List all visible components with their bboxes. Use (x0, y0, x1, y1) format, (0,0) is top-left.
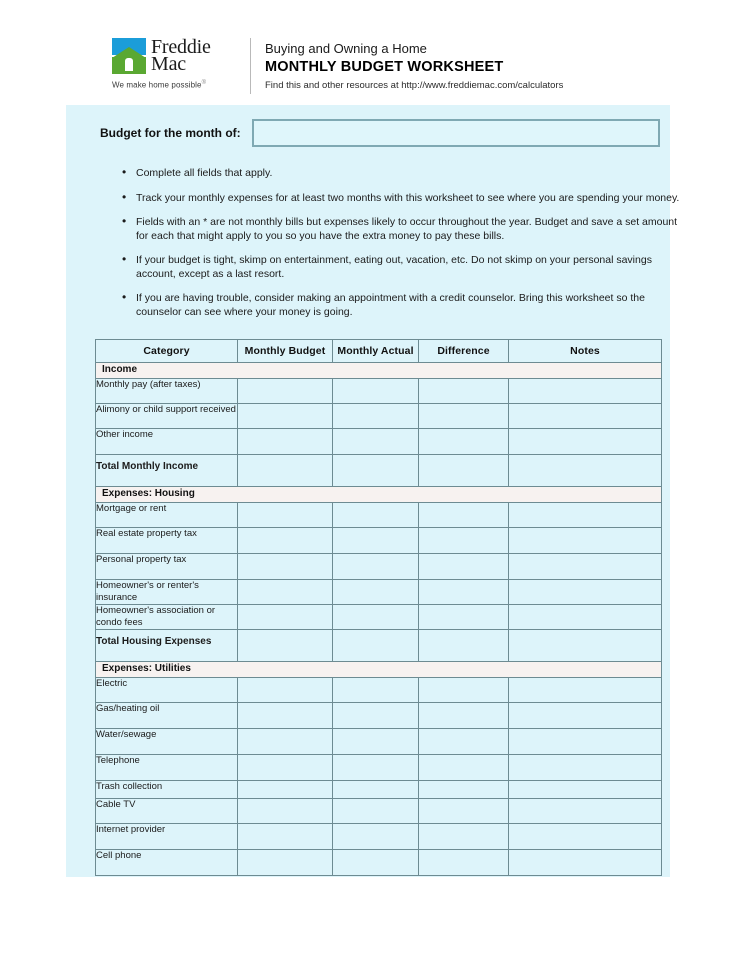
worksheet-panel (66, 105, 680, 877)
cell-notes[interactable] (509, 379, 662, 404)
row-category-label: Electric (96, 678, 238, 703)
cell-budget[interactable] (238, 824, 333, 850)
table-row (96, 379, 662, 404)
row-category-label: Homeowner's or renter's insurance (96, 580, 238, 605)
column-header: Notes (509, 340, 662, 363)
row-total-label: Total Monthly Income (96, 455, 238, 487)
cell-notes[interactable] (509, 605, 662, 630)
cell-difference[interactable] (419, 429, 509, 455)
cell-actual[interactable] (333, 554, 419, 580)
row-total-label: Total Housing Expenses (96, 630, 238, 662)
cell-budget[interactable] (238, 455, 333, 487)
table-row (96, 781, 662, 799)
row-category-label: Alimony or child support received (96, 404, 238, 429)
cell-difference[interactable] (419, 580, 509, 605)
row-category-label: Real estate property tax (96, 528, 238, 554)
section-title: Expenses: Housing (96, 487, 662, 503)
instruction-item: • If your budget is tight, skimp on entertainment, eating out, vacation, etc. Do not skimp on your personal savings account, except as a last resort. (118, 254, 683, 281)
section-header-row (96, 487, 662, 503)
cell-actual[interactable] (333, 678, 419, 703)
cell-actual[interactable] (333, 824, 419, 850)
cell-actual[interactable] (333, 799, 419, 824)
cell-actual[interactable] (333, 455, 419, 487)
month-row (100, 119, 660, 147)
masthead-divider (250, 38, 251, 94)
cell-difference[interactable] (419, 799, 509, 824)
registered-mark-icon: ® (201, 80, 207, 86)
cell-notes[interactable] (509, 729, 662, 755)
masthead-text (265, 36, 563, 92)
month-label: Budget for the month of: (100, 126, 241, 140)
cell-notes[interactable] (509, 781, 662, 799)
row-category-label: Water/sewage (96, 729, 238, 755)
table-row (96, 799, 662, 824)
cell-budget[interactable] (238, 580, 333, 605)
section-title: Expenses: Utilities (96, 662, 662, 678)
row-category-label: Other income (96, 429, 238, 455)
table-row (96, 850, 662, 876)
cell-difference[interactable] (419, 755, 509, 781)
cell-notes[interactable] (509, 429, 662, 455)
cell-actual[interactable] (333, 429, 419, 455)
cell-notes[interactable] (509, 554, 662, 580)
cell-budget[interactable] (238, 630, 333, 662)
cell-difference[interactable] (419, 605, 509, 630)
cell-notes[interactable] (509, 503, 662, 528)
cell-notes[interactable] (509, 703, 662, 729)
row-category-label: Cable TV (96, 799, 238, 824)
cell-difference[interactable] (419, 404, 509, 429)
row-category-label: Gas/heating oil (96, 703, 238, 729)
row-category-label: Mortgage or rent (96, 503, 238, 528)
cell-difference[interactable] (419, 781, 509, 799)
table-row (96, 729, 662, 755)
cell-difference[interactable] (419, 528, 509, 554)
cell-actual[interactable] (333, 528, 419, 554)
cell-notes[interactable] (509, 799, 662, 824)
month-input[interactable] (252, 119, 660, 147)
section-title: Income (96, 363, 662, 379)
cell-difference[interactable] (419, 554, 509, 580)
column-header: Monthly Actual (333, 340, 419, 363)
cell-budget[interactable] (238, 781, 333, 799)
cell-budget[interactable] (238, 429, 333, 455)
instructions-list (118, 167, 683, 330)
table-row (96, 755, 662, 781)
instruction-item: • Complete all fields that apply. (118, 167, 683, 181)
cell-actual[interactable] (333, 503, 419, 528)
cell-difference[interactable] (419, 850, 509, 876)
brand-wordmark-line1: Freddie (151, 36, 211, 58)
row-category-label: Telephone (96, 755, 238, 781)
cell-actual[interactable] (333, 729, 419, 755)
row-category-label: Internet provider (96, 824, 238, 850)
cell-difference[interactable] (419, 824, 509, 850)
table-row (96, 455, 662, 487)
budget-table-body (96, 363, 662, 876)
section-header-row (96, 662, 662, 678)
table-row (96, 429, 662, 455)
row-category-label: Personal property tax (96, 554, 238, 580)
budget-table-head (96, 340, 662, 363)
column-header: Monthly Budget (238, 340, 333, 363)
cell-difference[interactable] (419, 703, 509, 729)
row-category-label: Homeowner's association or condo fees (96, 605, 238, 630)
masthead (112, 36, 563, 98)
budget-table (95, 339, 662, 876)
table-row (96, 503, 662, 528)
instruction-item: • If you are having trouble, consider making an appointment with a credit counselor. Bring this worksheet so the counselor can see where your money is going. (118, 292, 683, 319)
column-header: Difference (419, 340, 509, 363)
budget-table-header-row (96, 340, 662, 363)
cell-budget[interactable] (238, 528, 333, 554)
brand-wordmark-line2: Mac (151, 53, 186, 75)
cell-actual[interactable] (333, 630, 419, 662)
table-row (96, 630, 662, 662)
cell-budget[interactable] (238, 755, 333, 781)
cell-difference[interactable] (419, 729, 509, 755)
table-row (96, 678, 662, 703)
brand-tagline-text: We make home possible (112, 80, 202, 90)
cell-budget[interactable] (238, 404, 333, 429)
cell-budget[interactable] (238, 729, 333, 755)
table-row (96, 605, 662, 630)
cell-difference[interactable] (419, 678, 509, 703)
cell-difference[interactable] (419, 379, 509, 404)
cell-notes[interactable] (509, 404, 662, 429)
row-category-label: Cell phone (96, 850, 238, 876)
cell-budget[interactable] (238, 605, 333, 630)
cell-difference[interactable] (419, 455, 509, 487)
cell-notes[interactable] (509, 455, 662, 487)
brand-tagline (112, 80, 232, 90)
cell-notes[interactable] (509, 528, 662, 554)
cell-notes[interactable] (509, 630, 662, 662)
row-category-label: Monthly pay (after taxes) (96, 379, 238, 404)
cell-difference[interactable] (419, 503, 509, 528)
section-header-row (96, 363, 662, 379)
cell-budget[interactable] (238, 703, 333, 729)
cell-actual[interactable] (333, 703, 419, 729)
row-category-label: Trash collection (96, 781, 238, 799)
instruction-item: • Track your monthly expenses for at least two months with this worksheet to see where you are spending your money. (118, 192, 683, 206)
brand-block (112, 36, 232, 90)
cell-actual[interactable] (333, 580, 419, 605)
table-row (96, 824, 662, 850)
column-header: Category (96, 340, 238, 363)
cell-actual[interactable] (333, 781, 419, 799)
instruction-item: • Fields with an * are not monthly bills but expenses likely to occur throughout the year. Budget and save a set amount for each that might apply to you so you have the extra money to pay these bills. (118, 216, 683, 243)
cell-notes[interactable] (509, 580, 662, 605)
table-row (96, 703, 662, 729)
cell-actual[interactable] (333, 404, 419, 429)
brand-lockup (112, 38, 232, 74)
cell-difference[interactable] (419, 630, 509, 662)
cell-budget[interactable] (238, 503, 333, 528)
cell-notes[interactable] (509, 850, 662, 876)
cell-actual[interactable] (333, 850, 419, 876)
cell-actual[interactable] (333, 605, 419, 630)
freddie-mac-logo-icon (112, 38, 146, 74)
cell-actual[interactable] (333, 755, 419, 781)
cell-budget[interactable] (238, 678, 333, 703)
cell-notes[interactable] (509, 824, 662, 850)
table-row (96, 528, 662, 554)
cell-notes[interactable] (509, 755, 662, 781)
page-title: MONTHLY BUDGET WORKSHEET (265, 59, 504, 75)
table-row (96, 404, 662, 429)
cell-actual[interactable] (333, 379, 419, 404)
cell-budget[interactable] (238, 554, 333, 580)
cell-notes[interactable] (509, 678, 662, 703)
table-row (96, 554, 662, 580)
cell-budget[interactable] (238, 799, 333, 824)
header-kicker: Buying and Owning a Home (265, 41, 427, 56)
cell-budget[interactable] (238, 850, 333, 876)
brand-wordmark (151, 38, 211, 73)
cell-budget[interactable] (238, 379, 333, 404)
budget-table-wrapper (95, 339, 661, 876)
header-subtitle: Find this and other resources at http://www.freddiemac.com/calculators (265, 80, 564, 91)
table-row (96, 580, 662, 605)
